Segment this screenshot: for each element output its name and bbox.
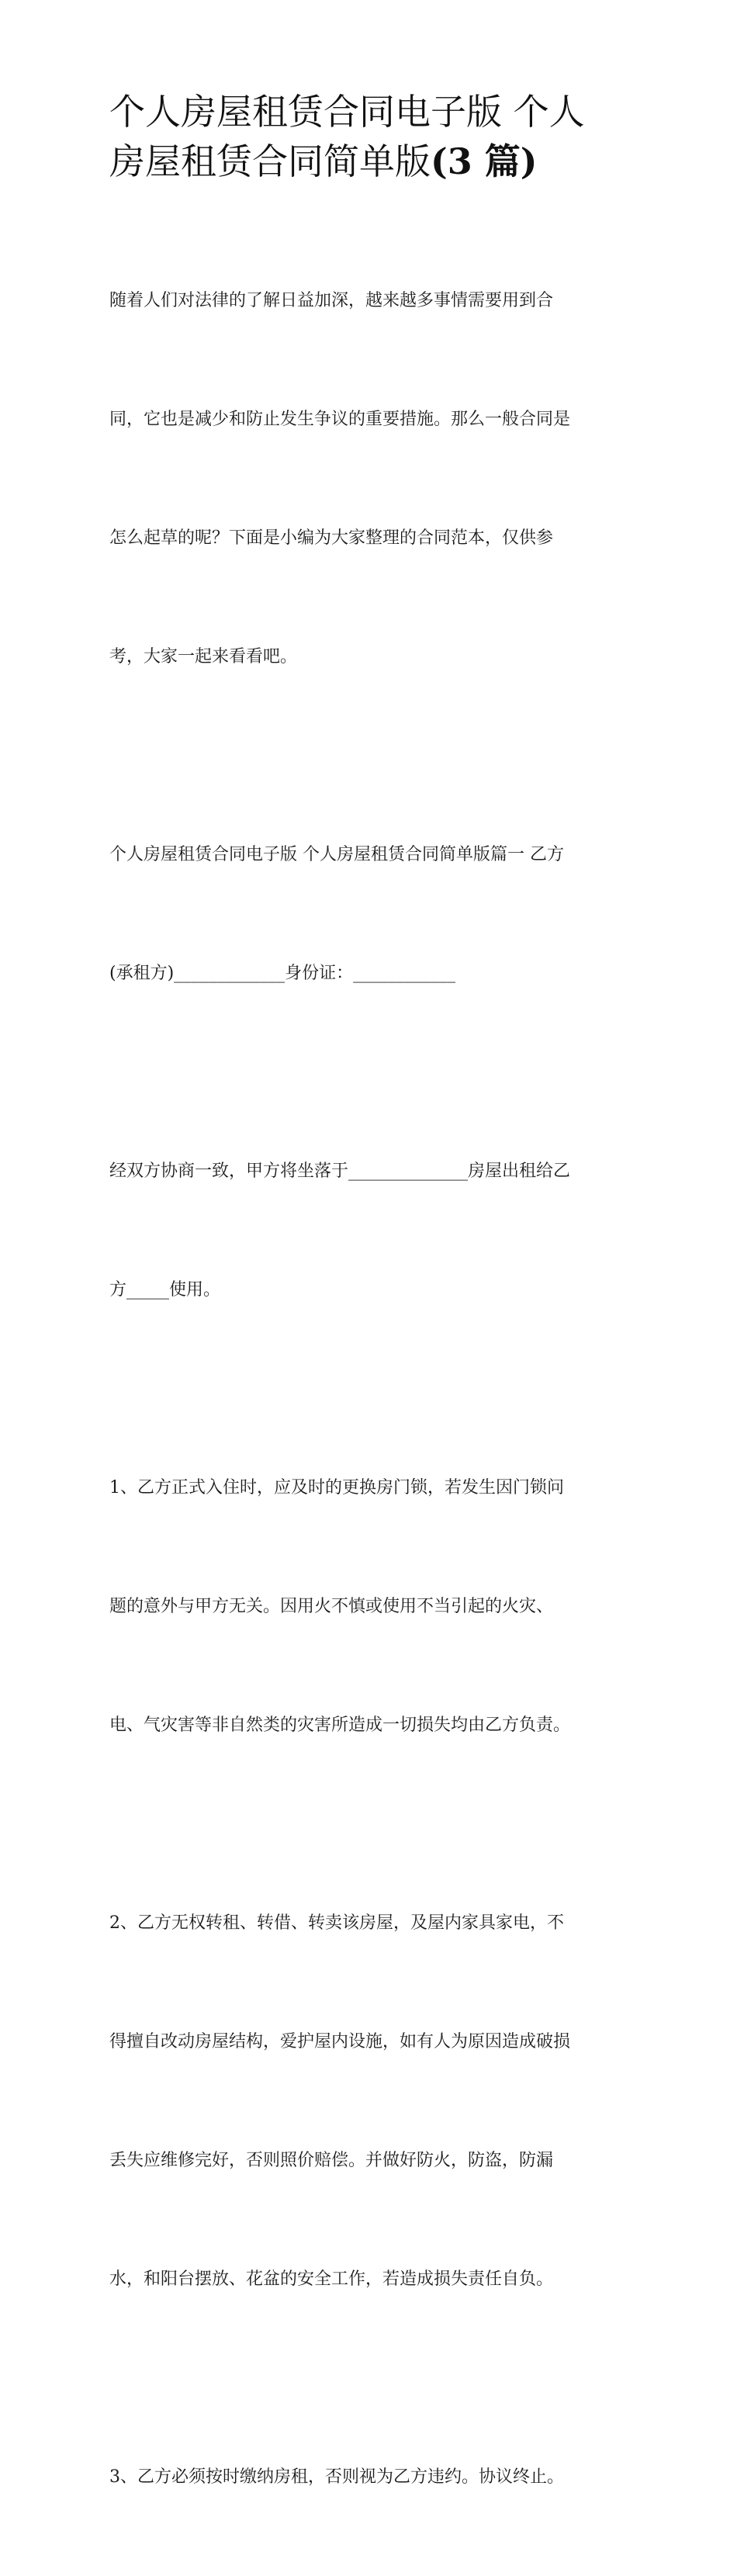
clause-3 [109,2378,630,2576]
paragraph-line: 怎么起草的呢？下面是小编为大家整理的合同范本，仅供参 [109,528,554,548]
paragraph-line: (承租方)_____________身份证：____________ [109,964,456,983]
paragraph-line: 丢失应维修完好，否则照价赔偿。并做好防火，防盗，防漏 [109,2151,554,2170]
clause-2 [109,1824,630,2378]
paragraph-line: 同，它也是减少和防止发生争议的重要措施。那么一般合同是 [109,410,571,429]
paragraph-intro [109,202,630,756]
paragraph-line: 3、乙方必须按时缴纳房租，否则视为乙方违约。协议终止。 [109,2467,564,2487]
paragraph-line: 个人房屋租赁合同电子版 个人房屋租赁合同简单版篇一 乙方 [109,845,564,864]
paragraph-line: 1、乙方正式入住时，应及时的更换房门锁，若发生因门锁问 [109,1478,564,1497]
paragraph-line: 随着人们对法律的了解日益加深，越来越多事情需要用到合 [109,291,554,310]
paragraph-line: 2、乙方无权转租、转借、转卖该房屋，及屋内家具家电，不 [109,1913,564,1933]
paragraph-line: 方_____使用。 [109,1280,221,1300]
paragraph-line: 考，大家一起来看看吧。 [109,647,298,667]
paragraph-line: 题的意外与甲方无关。因用火不慎或使用不当引起的火灾、 [109,1597,554,1616]
document-body [109,202,630,2576]
title-line-1: 个人房屋租赁合同电子版 个人 [109,91,585,133]
paragraph-line: 水，和阳台摆放、花盆的安全工作，若造成损失责任自负。 [109,2270,554,2289]
paragraph-agreement [109,1072,630,1389]
document-title [109,87,630,186]
title-line-2-count: (3 篇) [431,140,538,182]
clause-1 [109,1389,630,1824]
paragraph-line: 经双方协商一致，甲方将坐落于______________房屋出租给乙 [109,1162,571,1181]
paragraph-line: 电、气灾害等非自然类的灾害所造成一切损失均由乙方负责。 [109,1716,571,1735]
paragraph-line: 得擅自改动房屋结构，爱护屋内设施，如有人为原因造成破损 [109,2032,571,2051]
title-line-2 [109,137,630,186]
paragraph-section-heading [109,756,630,1072]
title-line-2-text: 房屋租赁合同简单版 [109,140,431,182]
